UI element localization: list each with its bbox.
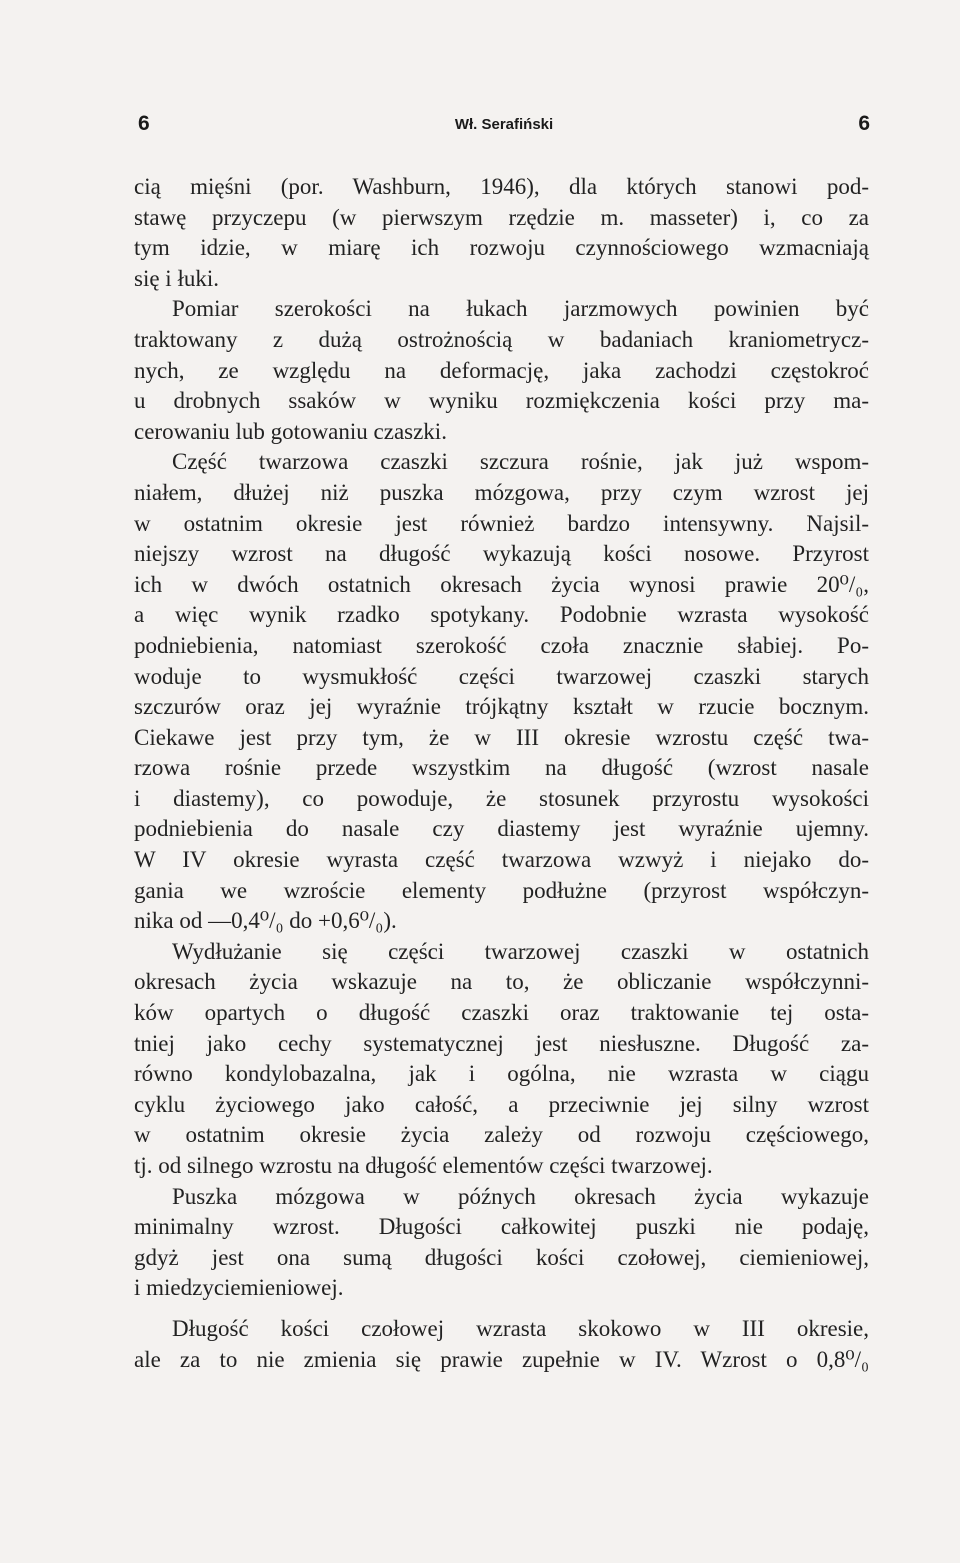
text-line: niejszy wzrost na długość wykazują kości nosowe. Przyrost [134, 541, 869, 567]
text-line: gdyż jest ona sumą długości kości czołowej, ciemieniowej, [134, 1244, 869, 1270]
text-line: Część twarzowa czaszki szczura rośnie, jak już wspom- [172, 449, 869, 475]
text-line: Wydłużanie się części twarzowej czaszki w ostatnich [172, 938, 869, 964]
text-line: podniebienia, natomiast szerokość czoła znacznie słabiej. Po- [134, 632, 869, 658]
text-line: niałem, dłużej niż puszka mózgowa, przy czym wzrost jej [134, 479, 869, 505]
text-line: tym idzie, w miarę ich rozwoju czynnościowego wzmacniają [134, 235, 869, 261]
text-line: podniebienia do nasale czy diastemy jest wyraźnie ujemny. [134, 816, 869, 842]
text-line: tniej jako cechy systematycznej jest niesłuszne. Długość za- [134, 1030, 869, 1056]
text-line: ich w dwóch ostatnich okresach życia wynosi prawie 20⁰/₀, [134, 571, 869, 597]
text-line: Długość kości czołowej wzrasta skokowo w III okresie, [172, 1315, 869, 1341]
text-line: cią mięśni (por. Washburn, 1946), dla których stanowi pod- [134, 174, 869, 199]
text-line: w ostatnim okresie życia zależy od rozwoju częściowego, [134, 1122, 869, 1148]
page-header [138, 112, 870, 142]
text-line: gania we wzroście elementy podłużne (przyrost współczyn- [134, 877, 869, 903]
text-line: się i łuki. [134, 265, 219, 291]
text-line: i diastemy), co powoduje, że stosunek przyrostu wysokości [134, 785, 869, 811]
text-line: rzowa rośnie przede wszystkim na długość (wzrost nasale [134, 755, 869, 781]
text-line: woduje to wysmukłość części twarzowej czaszki starych [134, 663, 869, 689]
text-line: i miedzyciemieniowej. [134, 1275, 344, 1301]
body-text [134, 172, 869, 1375]
page-number-right: 6 [858, 112, 870, 135]
text-line: cerowaniu lub gotowaniu czaszki. [134, 418, 447, 444]
text-line: u drobnych ssaków w wyniku rozmiękczenia kości przy ma- [134, 388, 869, 414]
text-line: cyklu życiowego jako całość, a przeciwnie jej silny wzrost [134, 1091, 869, 1117]
text-line: ków opartych o długość czaszki oraz traktowanie tej osta- [134, 1000, 869, 1026]
text-line: W IV okresie wyrasta część twarzowa wzwyż i niejako do- [134, 847, 869, 873]
text-line: okresach życia wskazuje na to, że obliczanie współczynni- [134, 969, 869, 995]
text-line: tj. od silnego wzrostu na długość elementów części twarzowej. [134, 1153, 713, 1178]
text-line: szczurów oraz jej wyraźnie trójkątny kształt w rzucie bocznym. [134, 694, 869, 720]
text-line: Pomiar szerokości na łukach jarzmowych powinien być [172, 296, 869, 322]
text-line: nych, ze względu na deformację, jaka zachodzi częstokroć [134, 357, 869, 383]
text-line: ale za to nie zmienia się prawie zupełnie w IV. Wzrost o 0,8⁰/₀ [134, 1346, 869, 1372]
paragraph-gap [134, 1304, 869, 1314]
page-number-left: 6 [138, 112, 150, 135]
text-line: stawę przyczepu (w pierwszym rzędzie m. masseter) i, co za [134, 204, 869, 230]
text-line: nika od —0,4⁰/₀ do +0,6⁰/₀). [134, 908, 397, 934]
text-line: w ostatnim okresie jest również bardzo intensywny. Najsil- [134, 510, 869, 536]
running-title: Wł. Serafiński [454, 116, 554, 133]
text-line: równo kondylobazalna, jak i ogólna, nie wzrasta w ciągu [134, 1061, 869, 1087]
text-line: a więc wynik rzadko spotykany. Podobnie wzrasta wysokość [134, 602, 869, 628]
text-line: Puszka mózgowa w późnych okresach życia wykazuje [172, 1183, 869, 1209]
text-line: Ciekawe jest przy tym, że w III okresie wzrostu część twa- [134, 724, 869, 750]
text-line: traktowany z dużą ostrożnością w badaniach kraniometrycz- [134, 326, 869, 352]
text-line: minimalny wzrost. Długości całkowitej puszki nie podaję, [134, 1214, 869, 1240]
